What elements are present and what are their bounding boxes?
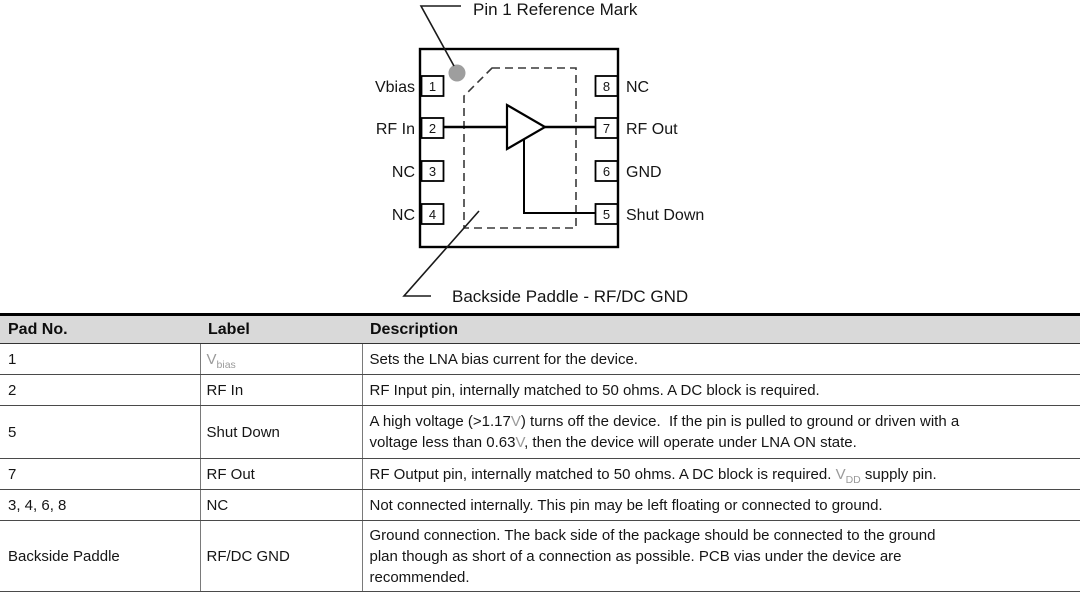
pad-cell: 1 <box>0 344 200 375</box>
pin-label-shut-down: Shut Down <box>626 207 705 224</box>
pad-cell: 5 <box>0 406 200 459</box>
backside-paddle-label: Backside Paddle - RF/DC GND <box>452 287 689 306</box>
description-cell: RF Output pin, internally matched to 50 ohms. A DC block is required. $V_{DD}$ supply pin. <box>362 459 1080 490</box>
column-header-pad-no: Pad No. <box>0 315 200 344</box>
pad-cell: 3, 4, 6, 8 <box>0 490 200 521</box>
pin-label-nc-3: NC <box>391 164 415 181</box>
vdd-subscript: DD <box>845 473 861 486</box>
vdd-symbol: V <box>835 465 846 483</box>
pin-label-nc-4: NC <box>391 207 415 224</box>
description-cell: A high voltage (>1.17V) turns off the device. If the pin is pulled to ground or driven with a voltage less than 0.63V, then the device will operate under LNA ON state. <box>362 406 1080 459</box>
label-cell: RF/DC GND <box>200 521 362 592</box>
package-outline <box>420 49 618 247</box>
pin-label-gnd: GND <box>626 164 662 181</box>
voltage-v-symbol: V <box>515 434 525 451</box>
voltage-v-symbol: V <box>510 413 521 430</box>
description-cell: RF Input pin, internally matched to 50 ohms. A DC block is required. <box>362 375 1080 406</box>
label-cell: RF In <box>200 375 362 406</box>
table-row-backside-paddle <box>0 521 1080 592</box>
pad-cell: 2 <box>0 375 200 406</box>
label-cell: NC <box>200 490 362 521</box>
pin-number-3: 3 <box>428 164 437 179</box>
pin-number-4: 4 <box>428 207 437 222</box>
pin-number-5: 5 <box>602 207 611 222</box>
table-row-pads-3-4-6-8 <box>0 490 1080 521</box>
pin1-reference-label: Pin 1 Reference Mark <box>473 0 638 19</box>
pin-label-rf-out: RF Out <box>626 121 678 138</box>
pin-number-6: 6 <box>602 164 611 179</box>
table-row-pad-2 <box>0 375 1080 406</box>
pin-number-1: 1 <box>428 79 437 94</box>
pin-number-8: 8 <box>602 79 611 94</box>
pin-1-reference-dot <box>449 65 466 82</box>
table-row-pad-5 <box>0 406 1080 459</box>
label-cell: Shut Down <box>200 406 362 459</box>
pad-cell: 7 <box>0 459 200 490</box>
pin-label-rf-in: RF In <box>375 121 415 138</box>
pin-number-2: 2 <box>428 121 437 136</box>
pad-description-table <box>0 313 1080 592</box>
label-cell: RF Out <box>200 459 362 490</box>
pin-label-vbias: Vbias <box>374 79 415 96</box>
label-cell <box>200 344 362 375</box>
vbias-subscript: bias <box>216 358 236 371</box>
table-header-row <box>0 315 1080 344</box>
column-header-description: Description <box>362 315 1080 344</box>
table-row-pad-7 <box>0 459 1080 490</box>
description-cell: Not connected internally. This pin may be left floating or connected to ground. <box>362 490 1080 521</box>
description-cell: Sets the LNA bias current for the device. <box>362 344 1080 375</box>
vbias-symbol: V <box>206 350 217 368</box>
column-header-label: Label <box>200 315 362 344</box>
pin-number-7: 7 <box>602 121 611 136</box>
description-cell: Ground connection. The back side of the package should be connected to the ground plan though as short of a connection as possible. PCB vias under the device are recommended. <box>362 521 1080 592</box>
pin-label-nc-8: NC <box>626 79 650 96</box>
table-row-pad-1 <box>0 344 1080 375</box>
pad-cell: Backside Paddle <box>0 521 200 592</box>
